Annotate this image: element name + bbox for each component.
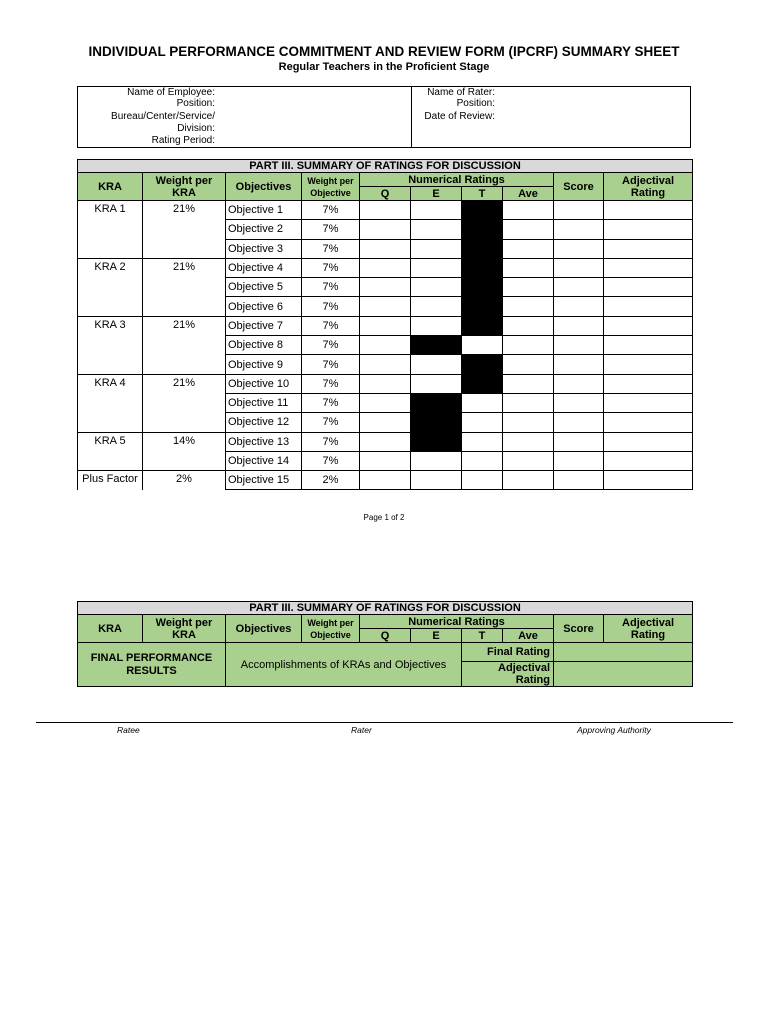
ave-rating-cell[interactable] — [503, 316, 554, 335]
objective-weight-cell: 7% — [302, 393, 360, 412]
header-weight-kra-line1: Weight per — [155, 174, 213, 187]
e-rating-cell[interactable] — [411, 297, 462, 316]
adjectival-rating-cell[interactable] — [604, 355, 693, 374]
q-rating-cell[interactable] — [360, 355, 411, 374]
t-rating-shaded-cell — [462, 201, 503, 220]
header-e: E — [411, 187, 462, 201]
q-rating-cell[interactable] — [360, 316, 411, 335]
kra-weight-cell: 21% — [143, 258, 226, 316]
q-rating-cell[interactable] — [360, 471, 411, 490]
e-rating-cell[interactable] — [411, 471, 462, 490]
header-q: Q — [360, 187, 411, 201]
t-rating-shaded-cell — [462, 258, 503, 277]
division-label: Division: — [177, 123, 215, 134]
q-rating-cell[interactable] — [360, 451, 411, 470]
adjectival-rating-cell[interactable] — [604, 471, 693, 490]
info-divider — [411, 87, 412, 147]
kra-weight-cell: 2% — [143, 471, 226, 490]
objective-weight-cell: 7% — [302, 336, 360, 355]
final-rating-value[interactable] — [554, 643, 693, 662]
t-rating-cell[interactable] — [462, 336, 503, 355]
t-rating-cell[interactable] — [462, 393, 503, 412]
objective-name-cell: Objective 14 — [226, 451, 302, 470]
e-rating-shaded-cell — [411, 336, 462, 355]
objective-row — [78, 374, 693, 393]
header-ave-2: Ave — [503, 629, 554, 643]
objective-name-cell: Objective 4 — [226, 258, 302, 277]
adjectival-rating-cell[interactable] — [604, 201, 693, 220]
q-rating-cell[interactable] — [360, 258, 411, 277]
adjectival-rating-value[interactable] — [554, 662, 693, 687]
e-rating-cell[interactable] — [411, 355, 462, 374]
adjectival-rating-cell[interactable] — [604, 220, 693, 239]
date-of-review-label: Date of Review: — [424, 111, 495, 122]
objective-name-cell: Objective 15 — [226, 471, 302, 490]
t-rating-shaded-cell — [462, 239, 503, 258]
kra-weight-cell: 21% — [143, 201, 226, 259]
adjectival-rating-cell[interactable] — [604, 297, 693, 316]
objective-name-cell: Objective 8 — [226, 336, 302, 355]
e-rating-cell[interactable] — [411, 451, 462, 470]
e-rating-shaded-cell — [411, 393, 462, 412]
score-cell[interactable] — [554, 432, 604, 451]
t-rating-shaded-cell — [462, 374, 503, 393]
q-rating-cell[interactable] — [360, 239, 411, 258]
e-rating-shaded-cell — [411, 432, 462, 451]
approving-authority-signature-label: Approving Authority — [577, 725, 651, 735]
header-objectives: Objectives — [226, 173, 302, 201]
ratings-table — [77, 159, 693, 490]
header-e-2: E — [411, 629, 462, 643]
adjectival-rating-cell[interactable] — [604, 278, 693, 297]
kra-cell: KRA 4 — [78, 374, 143, 432]
ratee-signature-label: Ratee — [117, 725, 140, 735]
e-rating-cell[interactable] — [411, 316, 462, 335]
score-cell[interactable] — [554, 297, 604, 316]
ave-rating-cell[interactable] — [503, 220, 554, 239]
header-weight-obj-line1: Weight per — [307, 617, 354, 628]
adjectival-rating-cell[interactable] — [604, 258, 693, 277]
ave-rating-cell[interactable] — [503, 374, 554, 393]
ave-rating-cell[interactable] — [503, 355, 554, 374]
adjectival-rating-cell[interactable] — [604, 393, 693, 412]
objective-row — [78, 316, 693, 335]
header-adjectival-line2: Rating — [630, 628, 666, 641]
objective-row — [78, 432, 693, 451]
ave-rating-cell[interactable] — [503, 451, 554, 470]
score-cell[interactable] — [554, 471, 604, 490]
objective-row — [78, 258, 693, 277]
position-label: Position: — [176, 98, 215, 109]
objective-weight-cell: 7% — [302, 258, 360, 277]
t-rating-cell[interactable] — [462, 471, 503, 490]
final-performance-line1: FINAL PERFORMANCE — [90, 651, 213, 664]
t-rating-shaded-cell — [462, 278, 503, 297]
adjectival-rating-cell[interactable] — [604, 451, 693, 470]
bureau-label: Bureau/Center/Service/ — [111, 111, 215, 122]
e-rating-cell[interactable] — [411, 258, 462, 277]
score-cell[interactable] — [554, 201, 604, 220]
q-rating-cell[interactable] — [360, 220, 411, 239]
final-performance-line2: RESULTS — [126, 664, 177, 677]
objective-weight-cell: 7% — [302, 374, 360, 393]
q-rating-cell[interactable] — [360, 278, 411, 297]
signature-line — [36, 722, 733, 723]
adjectival-rating-cell[interactable] — [604, 336, 693, 355]
e-rating-cell[interactable] — [411, 374, 462, 393]
q-rating-cell[interactable] — [360, 393, 411, 412]
kra-cell: KRA 3 — [78, 316, 143, 374]
objective-name-cell: Objective 12 — [226, 413, 302, 432]
kra-cell: KRA 2 — [78, 258, 143, 316]
header-weight-kra-line1: Weight per — [155, 616, 213, 629]
page-number: Page 1 of 2 — [363, 513, 405, 522]
rating-period-label: Rating Period: — [151, 135, 215, 146]
objective-row — [78, 471, 693, 490]
objective-name-cell: Objective 1 — [226, 201, 302, 220]
objective-weight-cell: 2% — [302, 471, 360, 490]
header-adjectival-rating — [604, 173, 693, 201]
header-weight-obj-line2: Objective — [310, 187, 351, 198]
ave-rating-cell[interactable] — [503, 393, 554, 412]
kra-weight-cell: 21% — [143, 374, 226, 432]
header-numerical-ratings-2: Numerical Ratings — [360, 615, 554, 629]
header-weight-per-objective-2 — [302, 615, 360, 643]
header-adjectival-line1: Adjectival — [622, 616, 674, 629]
objective-row — [78, 201, 693, 220]
objective-weight-cell: 7% — [302, 355, 360, 374]
t-rating-cell[interactable] — [462, 413, 503, 432]
adjectival-rating-cell[interactable] — [604, 239, 693, 258]
q-rating-cell[interactable] — [360, 201, 411, 220]
rater-signature-label: Rater — [351, 725, 372, 735]
ave-rating-cell[interactable] — [503, 258, 554, 277]
objective-weight-cell: 7% — [302, 413, 360, 432]
header-t: T — [462, 187, 503, 201]
e-rating-cell[interactable] — [411, 239, 462, 258]
adjectival-rating-cell[interactable] — [604, 413, 693, 432]
objective-weight-cell: 7% — [302, 451, 360, 470]
e-rating-cell[interactable] — [411, 220, 462, 239]
objectives-body — [78, 201, 693, 490]
score-cell[interactable] — [554, 355, 604, 374]
rater-position-label: Position: — [456, 98, 495, 109]
header-weight-obj-line1: Weight per — [307, 175, 354, 186]
ave-rating-cell[interactable] — [503, 432, 554, 451]
header-weight-per-kra — [143, 173, 226, 201]
kra-cell: Plus Factor — [78, 471, 143, 490]
adjectival-rating-cell[interactable] — [604, 316, 693, 335]
score-cell[interactable] — [554, 278, 604, 297]
ave-rating-cell[interactable] — [503, 278, 554, 297]
score-cell[interactable] — [554, 451, 604, 470]
score-cell[interactable] — [554, 316, 604, 335]
objective-weight-cell: 7% — [302, 239, 360, 258]
kra-weight-cell: 21% — [143, 316, 226, 374]
name-of-rater-label: Name of Rater: — [427, 87, 495, 98]
objective-weight-cell: 7% — [302, 432, 360, 451]
header-adjectival-line1: Adjectival — [622, 174, 674, 187]
score-cell[interactable] — [554, 239, 604, 258]
objective-name-cell: Objective 3 — [226, 239, 302, 258]
objective-name-cell: Objective 13 — [226, 432, 302, 451]
ave-rating-cell[interactable] — [503, 471, 554, 490]
header-t-2: T — [462, 629, 503, 643]
score-cell[interactable] — [554, 336, 604, 355]
adjectival-rating-cell[interactable] — [604, 374, 693, 393]
header-numerical-ratings: Numerical Ratings — [360, 173, 554, 187]
ave-rating-cell[interactable] — [503, 413, 554, 432]
t-rating-shaded-cell — [462, 220, 503, 239]
t-rating-cell[interactable] — [462, 432, 503, 451]
q-rating-cell[interactable] — [360, 297, 411, 316]
header-adjectival-rating-2 — [604, 615, 693, 643]
t-rating-shaded-cell — [462, 297, 503, 316]
part-title-2: PART III. SUMMARY OF RATINGS FOR DISCUSSION — [78, 602, 693, 615]
final-results-table — [77, 601, 693, 687]
header-weight-per-objective — [302, 173, 360, 201]
objective-name-cell: Objective 2 — [226, 220, 302, 239]
header-score: Score — [554, 173, 604, 201]
accomplishments-cell: Accomplishments of KRAs and Objectives — [226, 643, 462, 687]
objective-weight-cell: 7% — [302, 278, 360, 297]
score-cell[interactable] — [554, 220, 604, 239]
final-performance-results — [78, 643, 226, 687]
objective-weight-cell: 7% — [302, 316, 360, 335]
objective-weight-cell: 7% — [302, 297, 360, 316]
adjectival-rating-label: Adjectival Rating — [462, 662, 554, 687]
objective-name-cell: Objective 6 — [226, 297, 302, 316]
objective-name-cell: Objective 10 — [226, 374, 302, 393]
e-rating-cell[interactable] — [411, 278, 462, 297]
header-q-2: Q — [360, 629, 411, 643]
objective-name-cell: Objective 11 — [226, 393, 302, 412]
part-title: PART III. SUMMARY OF RATINGS FOR DISCUSSION — [78, 160, 693, 173]
objective-name-cell: Objective 7 — [226, 316, 302, 335]
header-kra: KRA — [78, 173, 143, 201]
header-objectives-2: Objectives — [226, 615, 302, 643]
q-rating-cell[interactable] — [360, 413, 411, 432]
objective-name-cell: Objective 5 — [226, 278, 302, 297]
score-cell[interactable] — [554, 413, 604, 432]
score-cell[interactable] — [554, 374, 604, 393]
form-subtitle: Regular Teachers in the Proficient Stage — [278, 61, 490, 73]
kra-cell: KRA 1 — [78, 201, 143, 259]
final-rating-label: Final Rating — [462, 643, 554, 662]
t-rating-shaded-cell — [462, 355, 503, 374]
objective-name-cell: Objective 9 — [226, 355, 302, 374]
ave-rating-cell[interactable] — [503, 201, 554, 220]
header-weight-kra-line2: KRA — [172, 186, 196, 199]
e-rating-cell[interactable] — [411, 201, 462, 220]
q-rating-cell[interactable] — [360, 432, 411, 451]
score-cell[interactable] — [554, 258, 604, 277]
header-score-2: Score — [554, 615, 604, 643]
employee-info-box — [77, 86, 691, 148]
name-of-employee-label: Name of Employee: — [127, 87, 215, 98]
q-rating-cell[interactable] — [360, 336, 411, 355]
adjectival-rating-cell[interactable] — [604, 432, 693, 451]
header-adjectival-line2: Rating — [630, 186, 666, 199]
header-weight-obj-line2: Objective — [310, 629, 351, 640]
ave-rating-cell[interactable] — [503, 239, 554, 258]
objective-weight-cell: 7% — [302, 220, 360, 239]
ave-rating-cell[interactable] — [503, 297, 554, 316]
form-title: INDIVIDUAL PERFORMANCE COMMITMENT AND REVIEW FORM (IPCRF) SUMMARY SHEET — [88, 44, 680, 59]
header-kra-2: KRA — [78, 615, 143, 643]
q-rating-cell[interactable] — [360, 374, 411, 393]
header-ave: Ave — [503, 187, 554, 201]
ave-rating-cell[interactable] — [503, 336, 554, 355]
t-rating-shaded-cell — [462, 316, 503, 335]
objective-weight-cell: 7% — [302, 201, 360, 220]
t-rating-cell[interactable] — [462, 451, 503, 470]
kra-weight-cell: 14% — [143, 432, 226, 471]
header-weight-kra-line2: KRA — [172, 628, 196, 641]
kra-cell: KRA 5 — [78, 432, 143, 471]
header-weight-per-kra-2 — [143, 615, 226, 643]
score-cell[interactable] — [554, 393, 604, 412]
e-rating-shaded-cell — [411, 413, 462, 432]
